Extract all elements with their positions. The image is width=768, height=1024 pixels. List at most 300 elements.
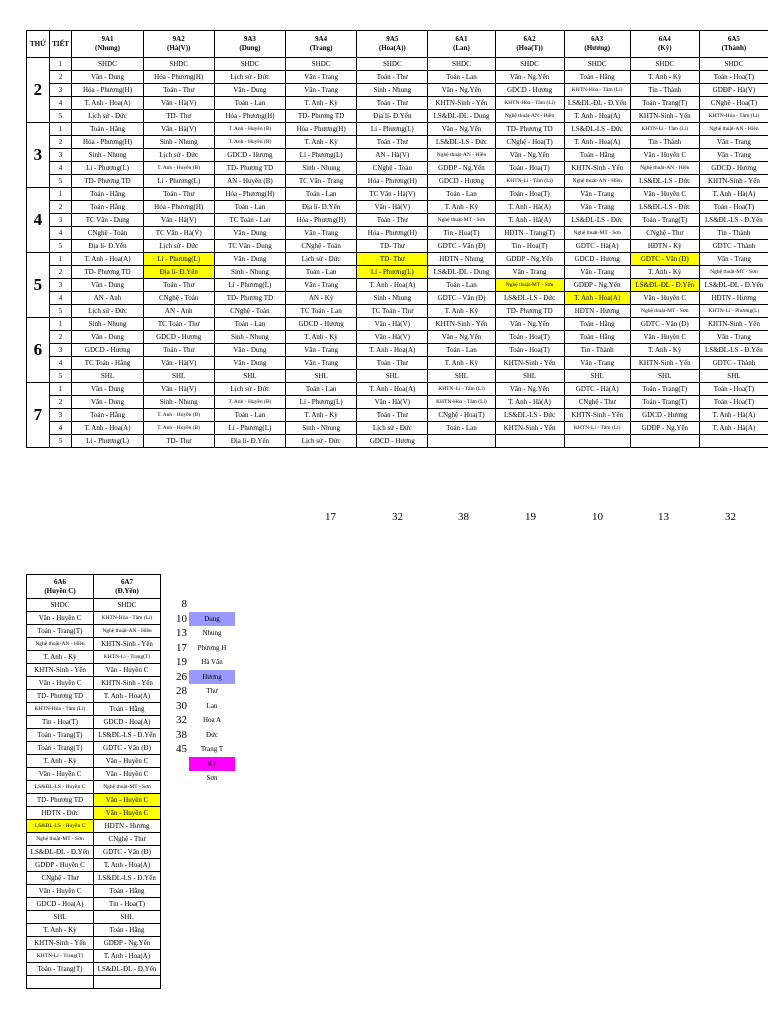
lesson-cell: T. Anh - Huyền (B) — [214, 136, 285, 149]
lesson-cell: Toán - Lan — [428, 344, 495, 357]
lesson-cell: T. Anh - Kỳ — [27, 755, 94, 768]
lesson-cell: Văn - Huyền C — [630, 149, 699, 162]
lesson-cell: Toán - Lan — [286, 266, 357, 279]
lesson-cell: T. Anh - Kỳ — [630, 266, 699, 279]
table-row — [27, 950, 161, 963]
table-row — [27, 820, 161, 833]
column-header: 9A4 (Trang) — [286, 31, 357, 58]
table-row — [27, 396, 768, 409]
lesson-cell: T. Anh - Hà(A) — [699, 188, 768, 201]
lesson-cell: AN - Kỳ — [286, 292, 357, 305]
period-cell: 1 — [49, 253, 72, 266]
lesson-cell: Văn - Trang — [286, 344, 357, 357]
lesson-cell: TD- Phương TD — [27, 794, 94, 807]
legend-count: 28 — [176, 685, 187, 697]
lesson-cell: Sinh - Nhung — [357, 84, 428, 97]
lesson-cell: Toán - Thư — [357, 136, 428, 149]
lesson-cell: T. Anh - Hoa(A) — [72, 422, 143, 435]
lesson-cell: TC Văn - Dung — [72, 214, 143, 227]
lesson-cell: CNghệ - Toản — [357, 162, 428, 175]
lesson-cell: Toán - Hằng — [564, 331, 630, 344]
lesson-cell: SHDC — [564, 58, 630, 71]
lesson-cell: Văn - Huyền C — [27, 885, 94, 898]
lesson-cell: LS&ĐL-LS - Đức — [630, 201, 699, 214]
lesson-cell: Sinh - Nhung — [143, 396, 214, 409]
table-row — [27, 898, 161, 911]
table-row — [27, 833, 161, 846]
lesson-cell: SHL — [495, 370, 564, 383]
lesson-cell: Toán - Hoa(T) — [495, 188, 564, 201]
lesson-cell: KHTN-Sinh - Yến — [630, 357, 699, 370]
column-header: 9A1 (Nhung) — [72, 31, 143, 58]
lesson-cell: CNghệ - Thư — [94, 833, 161, 846]
timetable-main — [26, 30, 768, 448]
lesson-cell: Toán - Trang(T) — [27, 742, 94, 755]
legend-teacher: Nhung — [202, 629, 222, 637]
column-header: 9A3 (Dung) — [214, 31, 285, 58]
table-row — [27, 664, 161, 677]
table-row — [27, 422, 768, 435]
lesson-cell: Toán - Trang(T) — [630, 97, 699, 110]
period-cell: 3 — [49, 84, 72, 97]
lesson-cell: Toán - Thư — [143, 279, 214, 292]
lesson-cell: Lịch sử - Đức — [214, 383, 285, 396]
lesson-cell: T. Anh - Kỳ — [286, 97, 357, 110]
lesson-cell — [94, 976, 161, 989]
lesson-cell: T. Anh - Hoa(A) — [94, 950, 161, 963]
lesson-cell: GDTC - Hà(A) — [564, 240, 630, 253]
lesson-cell: KHTN-Lí - Trang(T) — [94, 651, 161, 664]
lesson-cell: TD- Phương TD — [214, 292, 285, 305]
lesson-cell: GDCD - Hương — [564, 253, 630, 266]
legend-teacher: Hoa A — [202, 716, 222, 724]
table-row — [27, 677, 161, 690]
lesson-cell: LS&ĐL-LS - Huyền C — [27, 820, 94, 833]
lesson-cell: T. Anh - Kỳ — [630, 344, 699, 357]
lesson-cell: TC Toán - Lan — [214, 214, 285, 227]
table-row — [27, 768, 161, 781]
lesson-cell: HĐTN - Hương — [94, 820, 161, 833]
lesson-cell: SHDC — [214, 58, 285, 71]
column-header: 6A5 (Thành) — [699, 31, 768, 58]
lesson-cell: Tin - Thành — [630, 84, 699, 97]
lesson-cell: T. Anh - Hoa(A) — [357, 344, 428, 357]
period-cell: 2 — [49, 136, 72, 149]
lesson-cell: GDTC - Văn (Đ) — [428, 240, 495, 253]
day-cell: 5 — [27, 253, 50, 318]
lesson-cell: Văn - Hà(V) — [143, 97, 214, 110]
period-cell: 1 — [49, 58, 72, 71]
lesson-cell: LS&ĐL-LS - Đ.Yến — [699, 214, 768, 227]
lesson-cell: Toán - Lan — [286, 188, 357, 201]
lesson-cell: GDĐP - Ng.Yến — [428, 162, 495, 175]
lesson-cell: Văn - Trang — [564, 201, 630, 214]
lesson-cell: KHTN-Sinh - Yến — [428, 97, 495, 110]
lesson-cell: GDCD - Hương — [72, 344, 143, 357]
lesson-cell: T. Anh - Huyền (B) — [143, 162, 214, 175]
lesson-cell: Văn - Trang — [699, 253, 768, 266]
lesson-cell: Văn - Trang — [564, 188, 630, 201]
lesson-cell: Văn - Hà(V) — [143, 383, 214, 396]
legend-count: 30 — [176, 699, 187, 712]
lesson-cell: Văn - Trang — [286, 227, 357, 240]
lesson-cell: Nghệ thuật-AN - Hiền — [27, 638, 94, 651]
lesson-cell: SHDC — [27, 599, 94, 612]
lesson-cell: TC Toán - Hằng — [72, 357, 143, 370]
lesson-cell: Sinh - Nhung — [143, 136, 214, 149]
lesson-cell: Toán - Lan — [428, 188, 495, 201]
lesson-cell: KHTN-Sinh - Yến — [495, 422, 564, 435]
lesson-cell: CNghệ - Thư — [27, 872, 94, 885]
column-header: 6A6 (Huyền C) — [27, 575, 94, 599]
lesson-cell: SHL — [27, 911, 94, 924]
table-row — [27, 175, 768, 188]
table-row — [27, 625, 161, 638]
lesson-cell: Toán - Hằng — [72, 188, 143, 201]
lesson-cell: GDĐP - Ng.Yến — [495, 253, 564, 266]
lesson-cell: CNghệ - Toản — [286, 240, 357, 253]
lesson-cell: Văn - Trang — [699, 136, 768, 149]
lesson-cell: AN - Huyền (B) — [214, 175, 285, 188]
lesson-cell — [699, 435, 768, 448]
lesson-cell: Văn - Trang — [564, 357, 630, 370]
lesson-cell: Nghệ thuật-AN - Hiền — [564, 175, 630, 188]
lesson-cell: Lí - Phương(L) — [357, 123, 428, 136]
lesson-cell: Văn - Ng.Yến — [428, 123, 495, 136]
lesson-cell: GDTC - Thành — [699, 357, 768, 370]
lesson-cell: GDTC - Hà(A) — [564, 383, 630, 396]
lesson-cell: GDTC - Thành — [699, 240, 768, 253]
lesson-cell: SHDC — [286, 58, 357, 71]
lesson-cell: T. Anh - Kỳ — [27, 924, 94, 937]
lesson-cell: KHTN-Sinh - Yến — [564, 162, 630, 175]
table-row — [27, 729, 161, 742]
lesson-cell: Toán - Hằng — [72, 123, 143, 136]
table-row — [27, 651, 161, 664]
lesson-cell: Văn - Huyền C — [94, 664, 161, 677]
lesson-cell: GDCD - Hương — [357, 435, 428, 448]
legend-teacher: Đức — [206, 730, 218, 739]
legend-count: 8 — [181, 598, 187, 610]
lesson-cell: Toán - Lan — [214, 201, 285, 214]
lesson-cell: Toán - Lan — [428, 71, 495, 84]
lesson-cell: Văn - Huyền C — [630, 188, 699, 201]
lesson-cell: Văn - Trang — [286, 71, 357, 84]
table-row — [27, 370, 768, 383]
lesson-cell: T. Anh - Huyền (B) — [143, 409, 214, 422]
lesson-cell: GDĐP - Hà(V) — [699, 84, 768, 97]
table-row — [27, 937, 161, 950]
lesson-cell: LS&ĐL-LS - Huyền C — [27, 781, 94, 794]
column-header: 9A5 (Hoa(A)) — [357, 31, 428, 58]
lesson-cell: Hóa - Phương(H) — [357, 227, 428, 240]
lesson-cell: LS&ĐL-LS - Đức — [564, 214, 630, 227]
table-row — [27, 305, 768, 318]
lesson-cell: Toán - Hoa(T) — [699, 396, 768, 409]
lesson-cell: Sinh - Nhung — [286, 422, 357, 435]
lesson-cell: LS&ĐL-LS - Đức — [630, 175, 699, 188]
lesson-cell: Toán - Thư — [357, 357, 428, 370]
lesson-cell: Sinh - Nhung — [357, 292, 428, 305]
lesson-cell: SHDC — [357, 58, 428, 71]
lesson-cell: Văn - Dung — [72, 383, 143, 396]
lesson-cell: LS&ĐL-LS - Đ.Yến — [699, 344, 768, 357]
table-row — [27, 162, 768, 175]
lesson-cell: KHTN-Sinh - Yến — [94, 677, 161, 690]
table-row — [27, 703, 161, 716]
column-header: 6A7 (Đ.Yến) — [94, 575, 161, 599]
lesson-cell: Sinh - Nhung — [214, 331, 285, 344]
lesson-cell: KHTN-Sinh - Yến — [699, 175, 768, 188]
table-row — [27, 599, 161, 612]
lesson-cell: GDĐP - Ng.Yến — [564, 279, 630, 292]
lesson-cell: LS&ĐL-LS - Đ.Yến — [94, 729, 161, 742]
lesson-cell: Sinh - Nhung — [72, 318, 143, 331]
lesson-cell — [428, 435, 495, 448]
lesson-cell: Toán - Trang(T) — [27, 729, 94, 742]
lesson-cell: Văn - Ng.Yến — [495, 383, 564, 396]
lesson-cell: Lịch sử - Đức — [72, 110, 143, 123]
lesson-cell: TD- Thư — [357, 240, 428, 253]
lesson-cell: Tin - Hoa(T) — [428, 227, 495, 240]
lesson-cell: Tin - Thành — [630, 136, 699, 149]
lesson-cell: Địa lí- Đ.Yến — [286, 201, 357, 214]
lesson-cell: KHTN-Lí - Trang(T) — [27, 950, 94, 963]
lesson-cell: Lí - Phương(L) — [143, 175, 214, 188]
legend-teacher: Thư — [206, 687, 218, 695]
lesson-cell: KHTN-Hóa - Tâm (Lí) — [428, 396, 495, 409]
lesson-cell: AN - Hà(V) — [357, 149, 428, 162]
legend-count: 17 — [176, 641, 187, 654]
table-row — [27, 253, 768, 266]
lesson-cell: LS&ĐL-ĐL - Đ.Yến — [630, 279, 699, 292]
lesson-cell: Toán - Lan — [428, 279, 495, 292]
day-cell: 6 — [27, 318, 50, 383]
column-header: 6A4 (Kỳ) — [630, 31, 699, 58]
legend-teacher: Hà Văn — [201, 658, 223, 666]
lesson-cell: TC Văn - Hà(V) — [357, 188, 428, 201]
period-cell: 3 — [49, 344, 72, 357]
lesson-cell: AN - Anh — [143, 305, 214, 318]
period-cell: 4 — [49, 357, 72, 370]
lesson-cell: Toán - Hoa(T) — [495, 344, 564, 357]
lesson-cell: T. Anh - Kỳ — [428, 201, 495, 214]
lesson-cell: Toán - Hoa(T) — [699, 71, 768, 84]
table-row — [27, 331, 768, 344]
column-header: 6A3 (Hương) — [564, 31, 630, 58]
table-row — [27, 859, 161, 872]
legend-count: 38 — [176, 728, 187, 741]
lesson-cell: T. Anh - Kỳ — [428, 357, 495, 370]
lesson-cell: Lịch sử - Đức — [143, 149, 214, 162]
lesson-cell: Nghệ thuật-MT - Sơn — [495, 279, 564, 292]
day-cell: 3 — [27, 123, 50, 188]
lesson-cell: TD- Phương TD — [27, 690, 94, 703]
lesson-cell: GDCD - Hương — [143, 331, 214, 344]
lesson-cell: SHDC — [72, 58, 143, 71]
lesson-cell: TD- Thư — [357, 253, 428, 266]
lesson-cell: Nghệ thuật-MT - Sơn — [564, 227, 630, 240]
lesson-cell: TD- Phương TD — [72, 266, 143, 279]
lesson-cell: LS&ĐL-ĐL - Đ.Yến — [699, 279, 768, 292]
lesson-cell: SHL — [357, 370, 428, 383]
lesson-cell: LS&ĐL-ĐL - Đ.Yến — [564, 97, 630, 110]
lesson-cell: Địa lí- Đ.Yến — [72, 240, 143, 253]
period-cell: 4 — [49, 292, 72, 305]
timetable-side — [26, 574, 161, 989]
lesson-cell: Sinh - Nhung — [286, 162, 357, 175]
lesson-cell: HĐTN - Hương — [564, 305, 630, 318]
lesson-cell: Nghệ thuật-MT - Sơn — [94, 781, 161, 794]
lesson-cell: Tin - Hoa(T) — [27, 716, 94, 729]
table-row — [27, 409, 768, 422]
legend-teacher: Phương H — [197, 643, 227, 652]
lesson-cell: Toán - Trang(T) — [630, 214, 699, 227]
lesson-cell: Văn - Dung — [72, 331, 143, 344]
lesson-cell: Tin - Hoa(T) — [495, 240, 564, 253]
lesson-cell: Văn - Dung — [214, 357, 285, 370]
lesson-cell: Lí - Phương(L) — [214, 422, 285, 435]
table-row — [27, 318, 768, 331]
lesson-cell: Nghệ thuật-AN - Hiền — [94, 625, 161, 638]
lesson-cell: SHDC — [699, 58, 768, 71]
period-cell: 2 — [49, 266, 72, 279]
lesson-cell: Toán - Hằng — [94, 703, 161, 716]
lesson-cell: GDTC - Văn (Đ) — [630, 318, 699, 331]
lesson-cell: Toán - Lan — [286, 383, 357, 396]
lesson-cell: T. Anh - Kỳ — [630, 71, 699, 84]
lesson-cell: CNghệ - Toản — [72, 227, 143, 240]
lesson-cell: Văn - Dung — [214, 84, 285, 97]
lesson-cell: Nghệ thuật-AN - Hiền — [630, 162, 699, 175]
lesson-cell: Văn - Hà(V) — [357, 331, 428, 344]
teacher-count: 38 — [458, 511, 469, 523]
lesson-cell: CNghệ - Hoa(T) — [495, 136, 564, 149]
lesson-cell: SHL — [564, 370, 630, 383]
legend-count: 32 — [176, 714, 187, 726]
period-cell: 4 — [49, 227, 72, 240]
lesson-cell: Toán - Trang(T) — [630, 383, 699, 396]
lesson-cell: Toán - Hằng — [72, 201, 143, 214]
table-row — [27, 292, 768, 305]
lesson-cell: T. Anh - Hà(A) — [495, 201, 564, 214]
legend-teacher: Kỳ — [189, 757, 235, 771]
legend-count: 26 — [176, 670, 187, 683]
table-row — [27, 84, 768, 97]
lesson-cell: KHTN-Lí - Tâm (Lí) — [495, 175, 564, 188]
lesson-cell: TC Văn - Trang — [286, 175, 357, 188]
lesson-cell: SHL — [286, 370, 357, 383]
lesson-cell: GDCD - Hoa(A) — [27, 898, 94, 911]
lesson-cell: TC Toán - Lan — [286, 305, 357, 318]
lesson-cell: KHTN-Sinh - Yến — [630, 110, 699, 123]
lesson-cell: Văn - Dung — [72, 71, 143, 84]
lesson-cell: Hóa - Phương(H) — [72, 84, 143, 97]
lesson-cell: KHTN-Lí - Phương(L) — [699, 305, 768, 318]
table-row — [27, 924, 161, 937]
lesson-cell: Toán - Thư — [357, 71, 428, 84]
table-row — [27, 240, 768, 253]
lesson-cell: CNghệ - Thư — [630, 227, 699, 240]
lesson-cell: Văn - Hà(V) — [143, 123, 214, 136]
table-row — [27, 846, 161, 859]
lesson-cell: Toán - Trang(T) — [630, 396, 699, 409]
lesson-cell: Lí - Phương(L) — [286, 396, 357, 409]
lesson-cell: TD- Phương TD — [286, 110, 357, 123]
table-row — [27, 201, 768, 214]
table-row — [27, 716, 161, 729]
lesson-cell: Hóa - Phương(H) — [143, 201, 214, 214]
lesson-cell: SHL — [72, 370, 143, 383]
lesson-cell: SHL — [630, 370, 699, 383]
lesson-cell: Nghệ thuật-MT - Sơn — [428, 214, 495, 227]
table-row — [27, 227, 768, 240]
lesson-cell: Lí - Phương(L) — [357, 266, 428, 279]
period-cell: 5 — [49, 240, 72, 253]
lesson-cell: KHTN-Lí - Tâm (Lí) — [564, 422, 630, 435]
period-cell: 1 — [49, 123, 72, 136]
lesson-cell: LS&ĐL-LS - Đức — [428, 136, 495, 149]
period-cell: 2 — [49, 396, 72, 409]
period-cell: 3 — [49, 409, 72, 422]
lesson-cell: Tin - Thành — [564, 344, 630, 357]
lesson-cell: Toán - Hằng — [564, 149, 630, 162]
lesson-cell: Hóa - Phương(H) — [214, 110, 285, 123]
lesson-cell: Toán - Hoa(T) — [699, 383, 768, 396]
lesson-cell: KHTN-Sinh - Yến — [94, 638, 161, 651]
legend-teacher: Lan — [206, 701, 218, 710]
table-row — [27, 123, 768, 136]
day-cell: 4 — [27, 188, 50, 253]
lesson-cell: KHTN-Lí - Tâm (Lí) — [630, 123, 699, 136]
lesson-cell: KHTN-Hóa - Tâm (Lí) — [495, 97, 564, 110]
lesson-cell: KHTN-Sinh - Yến — [495, 357, 564, 370]
lesson-cell — [495, 435, 564, 448]
lesson-cell: CNghệ - Toản — [214, 305, 285, 318]
lesson-cell: GDĐP - Ng.Yến — [94, 937, 161, 950]
lesson-cell: GDCD - Hương — [286, 318, 357, 331]
lesson-cell: TD- Phương TD — [72, 175, 143, 188]
lesson-cell: LS&ĐL-LS - Đức — [495, 292, 564, 305]
lesson-cell: KHTN-Lí - Tâm (Lí) — [428, 383, 495, 396]
lesson-cell: T. Anh - Hoa(A) — [72, 253, 143, 266]
table-row — [27, 357, 768, 370]
lesson-cell: Tin - Hoa(T) — [94, 898, 161, 911]
lesson-cell: Địa lí- Đ.Yến — [143, 266, 214, 279]
lesson-cell: GDCD - Hương — [699, 162, 768, 175]
lesson-cell: Văn - Dung — [214, 344, 285, 357]
lesson-cell: Văn - Trang — [564, 266, 630, 279]
lesson-cell: Toán - Trang(T) — [27, 625, 94, 638]
lesson-cell: Văn - Ng.Yến — [495, 71, 564, 84]
lesson-cell: CNghệ - Toản — [143, 292, 214, 305]
lesson-cell: Sinh - Nhung — [72, 149, 143, 162]
lesson-cell: T. Anh - Hà(A) — [495, 396, 564, 409]
table-row — [27, 742, 161, 755]
lesson-cell: Văn - Huyền C — [27, 677, 94, 690]
legend-teacher — [189, 597, 235, 611]
lesson-cell: Văn - Huyền C — [630, 331, 699, 344]
lesson-cell: Văn - Ng.Yến — [428, 331, 495, 344]
lesson-cell: GDCD - Hương — [630, 409, 699, 422]
lesson-cell: TD- Phương TD — [214, 162, 285, 175]
table-row — [27, 110, 768, 123]
lesson-cell: TD- Thư — [143, 435, 214, 448]
period-cell: 1 — [49, 318, 72, 331]
lesson-cell: Lí - Phương(L) — [72, 162, 143, 175]
timetable-header-row — [27, 31, 768, 58]
lesson-cell: Văn - Dung — [214, 227, 285, 240]
